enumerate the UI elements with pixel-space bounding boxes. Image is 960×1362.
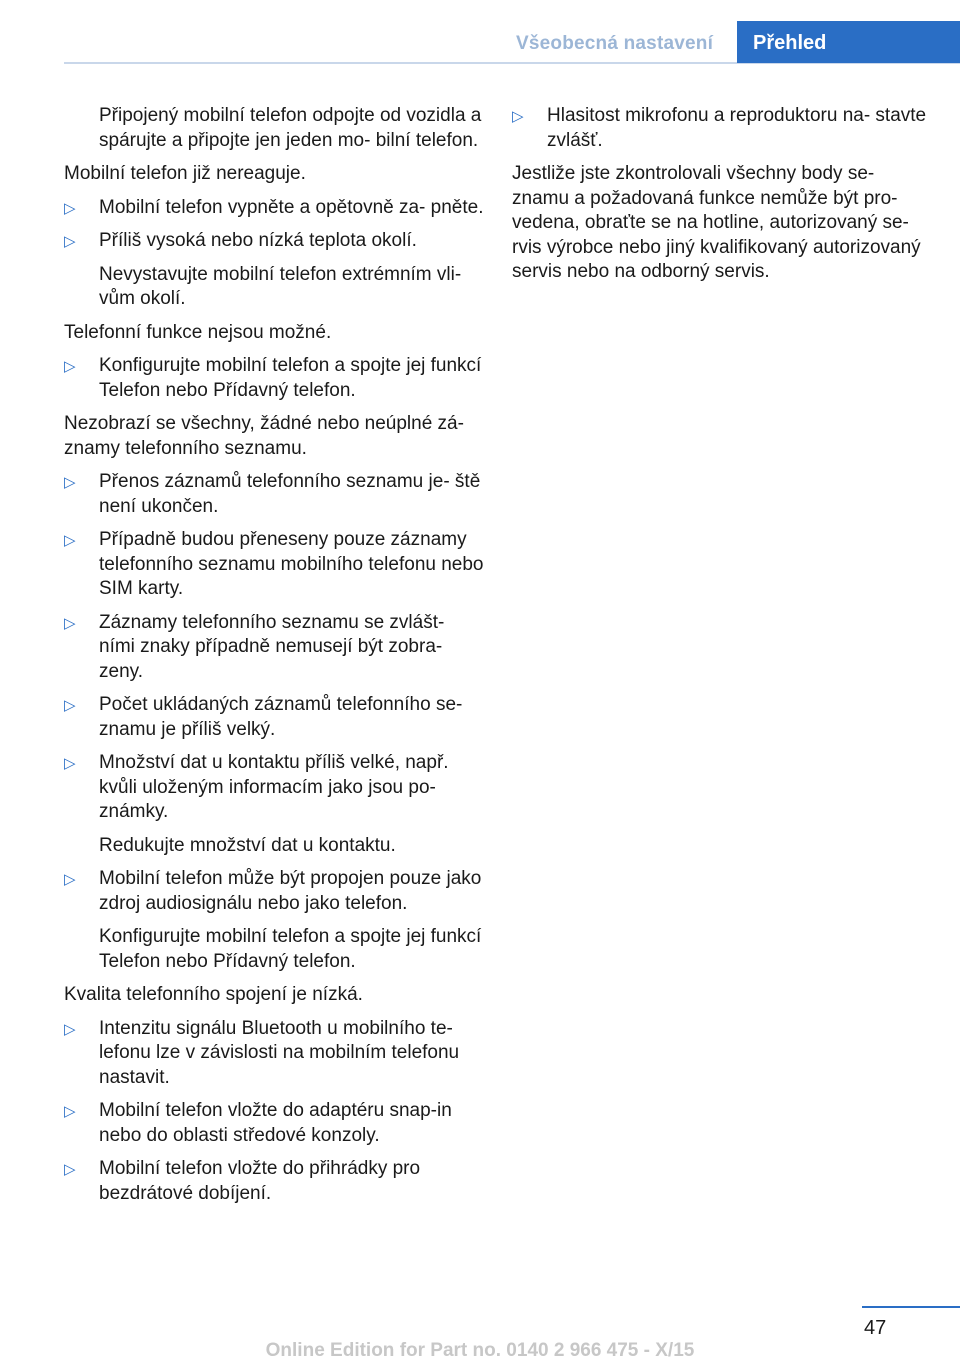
page-number: 47 — [864, 1317, 887, 1339]
bullet-text: Hlasitost mikrofonu a reproduktoru na‐ stavte zvlášť. — [547, 105, 927, 151]
bullet-item — [64, 354, 484, 403]
bullet-item — [64, 867, 484, 974]
bullet-item — [64, 1017, 484, 1091]
chapter-tab: Přehled — [737, 21, 960, 63]
bullet-text: Mobilní telefon vypněte a opětovně za‐ pněte. — [99, 196, 484, 218]
bullet-text: Množství dat u kontaktu příliš velké, např. kvůli uloženým informacím jako jsou po‐ známky. — [99, 752, 449, 822]
bullet-subtext: Redukujte množství dat u kontaktu. — [99, 834, 396, 856]
bullet-item — [64, 470, 484, 519]
triangle-bullet-icon: ▷ — [64, 199, 76, 217]
bullet-item — [64, 1099, 484, 1148]
bullet-text: Mobilní telefon vložte do přihrádky pro bezdrátové dobíjení. — [99, 1158, 421, 1204]
bullet-subtext: Nevystavujte mobilní telefon extrémním vli‐ vům okolí. — [99, 263, 462, 309]
bullet-text: Mobilní telefon vložte do adaptéru snap-in nebo do oblasti středové konzoly. — [99, 1100, 452, 1146]
section-title: Všeobecná nastavení — [516, 33, 714, 54]
triangle-bullet-icon: ▷ — [64, 1103, 76, 1120]
triangle-bullet-icon: ▷ — [64, 358, 76, 375]
closing-paragraph: Jestliže jste zkontrolovali všechny body se‐ znamu a požadovaná funkce nemůže být pro‐ vedena, obraťte se na hotline, autorizovaný se‐ rvis výrobce nebo jiný kvalifikovaný autorizovaný servis nebo na odborný servis. — [512, 163, 921, 282]
page-number-rule — [862, 1306, 960, 1308]
bullet-text: Počet ukládaných záznamů telefonního se‐ znamu je příliš velký. — [99, 694, 463, 740]
triangle-bullet-icon: ▷ — [64, 871, 76, 888]
bullet-item — [512, 104, 932, 153]
problem-heading: Kvalita telefonního spojení je nízká. — [64, 984, 363, 1005]
indented-paragraph: Připojený mobilní telefon odpojte od vozidla a spárujte a připojte jen jeden mo‐ bilní telefon. — [99, 105, 482, 151]
left-column — [64, 104, 484, 1215]
bullet-text: Případně budou přeneseny pouze záznamy telefonního seznamu mobilního telefonu nebo SIM karty. — [99, 529, 484, 599]
bullet-item — [64, 528, 484, 602]
bullet-item — [64, 751, 484, 858]
bullet-item — [64, 1157, 484, 1206]
problem-heading: Mobilní telefon již nereaguje. — [64, 163, 306, 184]
bullet-text: Konfigurujte mobilní telefon a spojte jej funkcí Telefon nebo Přídavný telefon. — [99, 355, 482, 401]
problem-heading: Telefonní funkce nejsou možné. — [64, 321, 332, 343]
problem-heading: Nezobrazí se všechny, žádné nebo neúplné zá‐ znamy telefonního seznamu. — [64, 413, 464, 459]
bullet-item — [64, 693, 484, 742]
bullet-text: Intenzitu signálu Bluetooth u mobilního te‐ lefonu lze v závislosti na mobilním telefonu nastavit. — [99, 1017, 460, 1088]
triangle-bullet-icon: ▷ — [512, 108, 524, 125]
triangle-bullet-icon: ▷ — [64, 697, 76, 714]
triangle-bullet-icon: ▷ — [64, 233, 76, 250]
bullet-text: Mobilní telefon může být propojen pouze jako zdroj audiosignálu nebo jako telefon. — [99, 868, 482, 914]
triangle-bullet-icon: ▷ — [64, 474, 76, 491]
bullet-item — [64, 229, 484, 312]
right-column — [512, 104, 932, 294]
bullet-subtext: Konfigurujte mobilní telefon a spojte jej funkcí Telefon nebo Přídavný telefon. — [99, 926, 482, 972]
bullet-item — [64, 196, 484, 221]
bullet-text: Příliš vysoká nebo nízká teplota okolí. — [99, 230, 417, 251]
triangle-bullet-icon: ▷ — [64, 532, 76, 549]
bullet-item — [64, 611, 484, 685]
bullet-text: Přenos záznamů telefonního seznamu je‐ ště není ukončen. — [99, 471, 481, 517]
triangle-bullet-icon: ▷ — [64, 614, 76, 632]
footer-edition: Online Edition for Part no. 0140 2 966 475 - X/15 — [265, 1340, 695, 1361]
triangle-bullet-icon: ▷ — [64, 1020, 76, 1038]
triangle-bullet-icon: ▷ — [64, 755, 76, 772]
bullet-text: Záznamy telefonního seznamu se zvlášt‐ ními znaky případně nemusejí být zobra‐ zeny. — [99, 611, 445, 682]
triangle-bullet-icon: ▷ — [64, 1161, 76, 1178]
